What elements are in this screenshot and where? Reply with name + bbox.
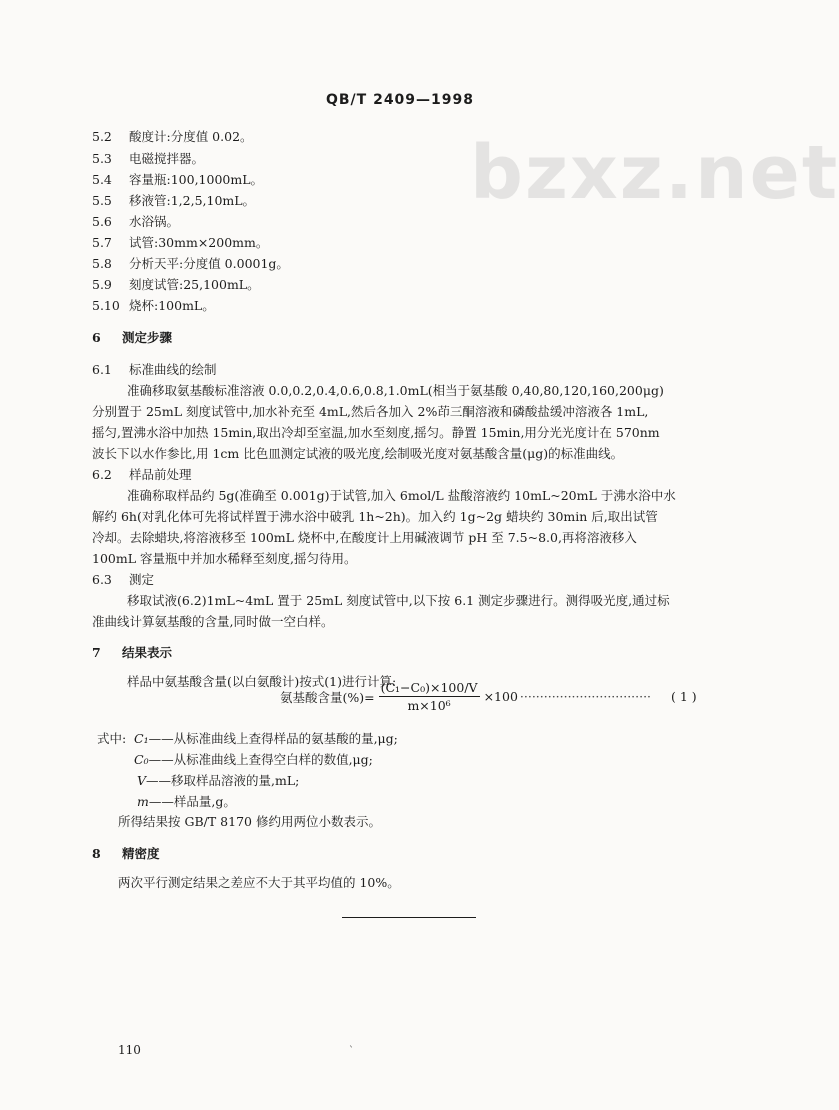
- where-label: 式中:: [97, 731, 127, 746]
- section-number: 8: [92, 846, 101, 861]
- paragraph-line: 100mL 容量瓶中并加水稀释至刻度,摇匀待用。: [92, 551, 357, 566]
- section-number: 7: [92, 645, 101, 660]
- list-item: [92, 212, 179, 230]
- definition-text: ——从标准曲线上查得样品的氨基酸的量,μg;: [148, 731, 398, 746]
- item-text: 酸度计:分度值 0.02。: [129, 129, 253, 144]
- paragraph-line: 波长下以水作参比,用 1cm 比色皿测定试液的吸光度,绘制吸光度对氨基酸含量(μg)的标准曲线。: [92, 446, 624, 461]
- section-title: 结果表示: [122, 645, 173, 660]
- list-item: [92, 149, 204, 167]
- subsection-heading: [92, 570, 154, 588]
- paragraph-line: 冷却。去除蜡块,将溶液移至 100mL 烧杯中,在酸度计上用碱液调节 pH 至 7.5~8.0,再将溶液移入: [92, 530, 637, 545]
- item-number: 5.7: [92, 235, 112, 250]
- formula-fraction: [379, 680, 480, 713]
- item-text: 烧杯:100mL。: [129, 298, 215, 313]
- section-heading: [92, 643, 172, 661]
- section-number: 6: [92, 330, 101, 345]
- item-text: 电磁搅拌器。: [129, 151, 205, 166]
- definition-text: ——从标准曲线上查得空白样的数值,μg;: [148, 752, 373, 767]
- item-number: 5.10: [92, 298, 120, 313]
- definition-row: [134, 729, 398, 747]
- document-header: QB/T 2409—1998: [325, 92, 475, 108]
- paragraph-line: 所得结果按 GB/T 8170 修约用两位小数表示。: [118, 814, 381, 829]
- paragraph-line: 两次平行测定结果之差应不大于其平均值的 10%。: [118, 875, 400, 890]
- subsection-heading: [92, 360, 217, 378]
- subsection-heading: [92, 465, 192, 483]
- section-heading: [92, 328, 172, 346]
- item-text: 水浴锅。: [129, 214, 180, 229]
- definition-text: ——移取样品溶液的量,mL;: [146, 773, 300, 788]
- section-heading: [92, 844, 160, 862]
- paragraph-line: 分别置于 25mL 刻度试管中,加水补充至 4mL,然后各加入 2%茚三酮溶液和磷酸盐缓冲溶液各 1mL,: [92, 404, 649, 419]
- definition-row: [137, 771, 299, 789]
- list-item: [92, 170, 263, 188]
- item-number: 5.5: [92, 193, 112, 208]
- paragraph-line: 准确称取样品约 5g(准确至 0.001g)于试管,加入 6mol/L 盐酸溶液约 10mL~20mL 于沸水浴中水: [127, 488, 676, 503]
- formula-lhs: 氨基酸含量(%)=: [280, 689, 375, 705]
- item-number: 5.2: [92, 129, 112, 144]
- definition-symbol: C₀: [134, 752, 149, 767]
- formula-rhs: ×100: [483, 689, 518, 704]
- equation-number: ( 1 ): [671, 689, 697, 704]
- definition-symbol: V: [137, 773, 147, 788]
- paragraph-line: 准曲线计算氨基酸的含量,同时做一空白样。: [92, 614, 334, 629]
- definition-symbol: m: [137, 794, 149, 809]
- end-rule: [342, 917, 476, 918]
- formula-denominator: m×10⁶: [407, 698, 451, 713]
- list-item: [92, 254, 289, 272]
- list-item: [92, 296, 215, 314]
- item-text: 容量瓶:100,1000mL。: [129, 172, 264, 187]
- paragraph-line: 样品中氨基酸含量(以白氨酸计)按式(1)进行计算:: [127, 674, 397, 689]
- formula: [280, 680, 697, 720]
- paragraph-line: 解约 6h(对乳化体可先将试样置于沸水浴中破乳 1h~2h)。加入约 1g~2g 蜡块约 30min 后,取出试管: [92, 509, 658, 524]
- item-number: 5.3: [92, 151, 112, 166]
- item-text: 刻度试管:25,100mL。: [129, 277, 260, 292]
- list-item: [92, 191, 255, 209]
- paragraph-line: 移取试液(6.2)1mL~4mL 置于 25mL 刻度试管中,以下按 6.1 测定步骤进行。测得吸光度,通过标: [127, 593, 670, 608]
- watermark: bzxz.net: [470, 130, 839, 216]
- definition-symbol: C₁: [134, 731, 149, 746]
- paragraph-line: 准确移取氨基酸标准溶液 0.0,0.2,0.4,0.6,0.8,1.0mL(相当于氨基酸 0,40,80,120,160,200μg): [127, 383, 664, 398]
- item-number: 5.8: [92, 256, 112, 271]
- list-item: [92, 127, 253, 145]
- item-text: 移液管:1,2,5,10mL。: [129, 193, 256, 208]
- subsection-number: 6.1: [92, 362, 112, 377]
- subsection-title: 测定: [129, 572, 155, 587]
- item-number: 5.4: [92, 172, 112, 187]
- subsection-title: 标准曲线的绘制: [129, 362, 217, 377]
- paragraph-line: 摇匀,置沸水浴中加热 15min,取出冷却至室温,加水至刻度,摇匀。静置 15min,用分光光度计在 570nm: [92, 425, 660, 440]
- subsection-number: 6.2: [92, 467, 112, 482]
- item-number: 5.6: [92, 214, 112, 229]
- definition-text: ——样品量,g。: [148, 794, 236, 809]
- section-title: 测定步骤: [122, 330, 173, 345]
- section-title: 精密度: [122, 846, 160, 861]
- definition-row: [134, 750, 373, 768]
- subsection-number: 6.3: [92, 572, 112, 587]
- formula-leader-dots: ·································: [519, 689, 652, 704]
- item-number: 5.9: [92, 277, 112, 292]
- item-text: 试管:30mm×200mm。: [129, 235, 269, 250]
- item-text: 分析天平:分度值 0.0001g。: [129, 256, 289, 271]
- scan-mark: `: [349, 1046, 354, 1057]
- list-item: [92, 233, 268, 251]
- page-number: 110: [118, 1043, 141, 1057]
- formula-numerator: (C₁−C₀)×100/V: [380, 680, 478, 695]
- definition-row: [137, 792, 236, 810]
- list-item: [92, 275, 260, 293]
- subsection-title: 样品前处理: [129, 467, 192, 482]
